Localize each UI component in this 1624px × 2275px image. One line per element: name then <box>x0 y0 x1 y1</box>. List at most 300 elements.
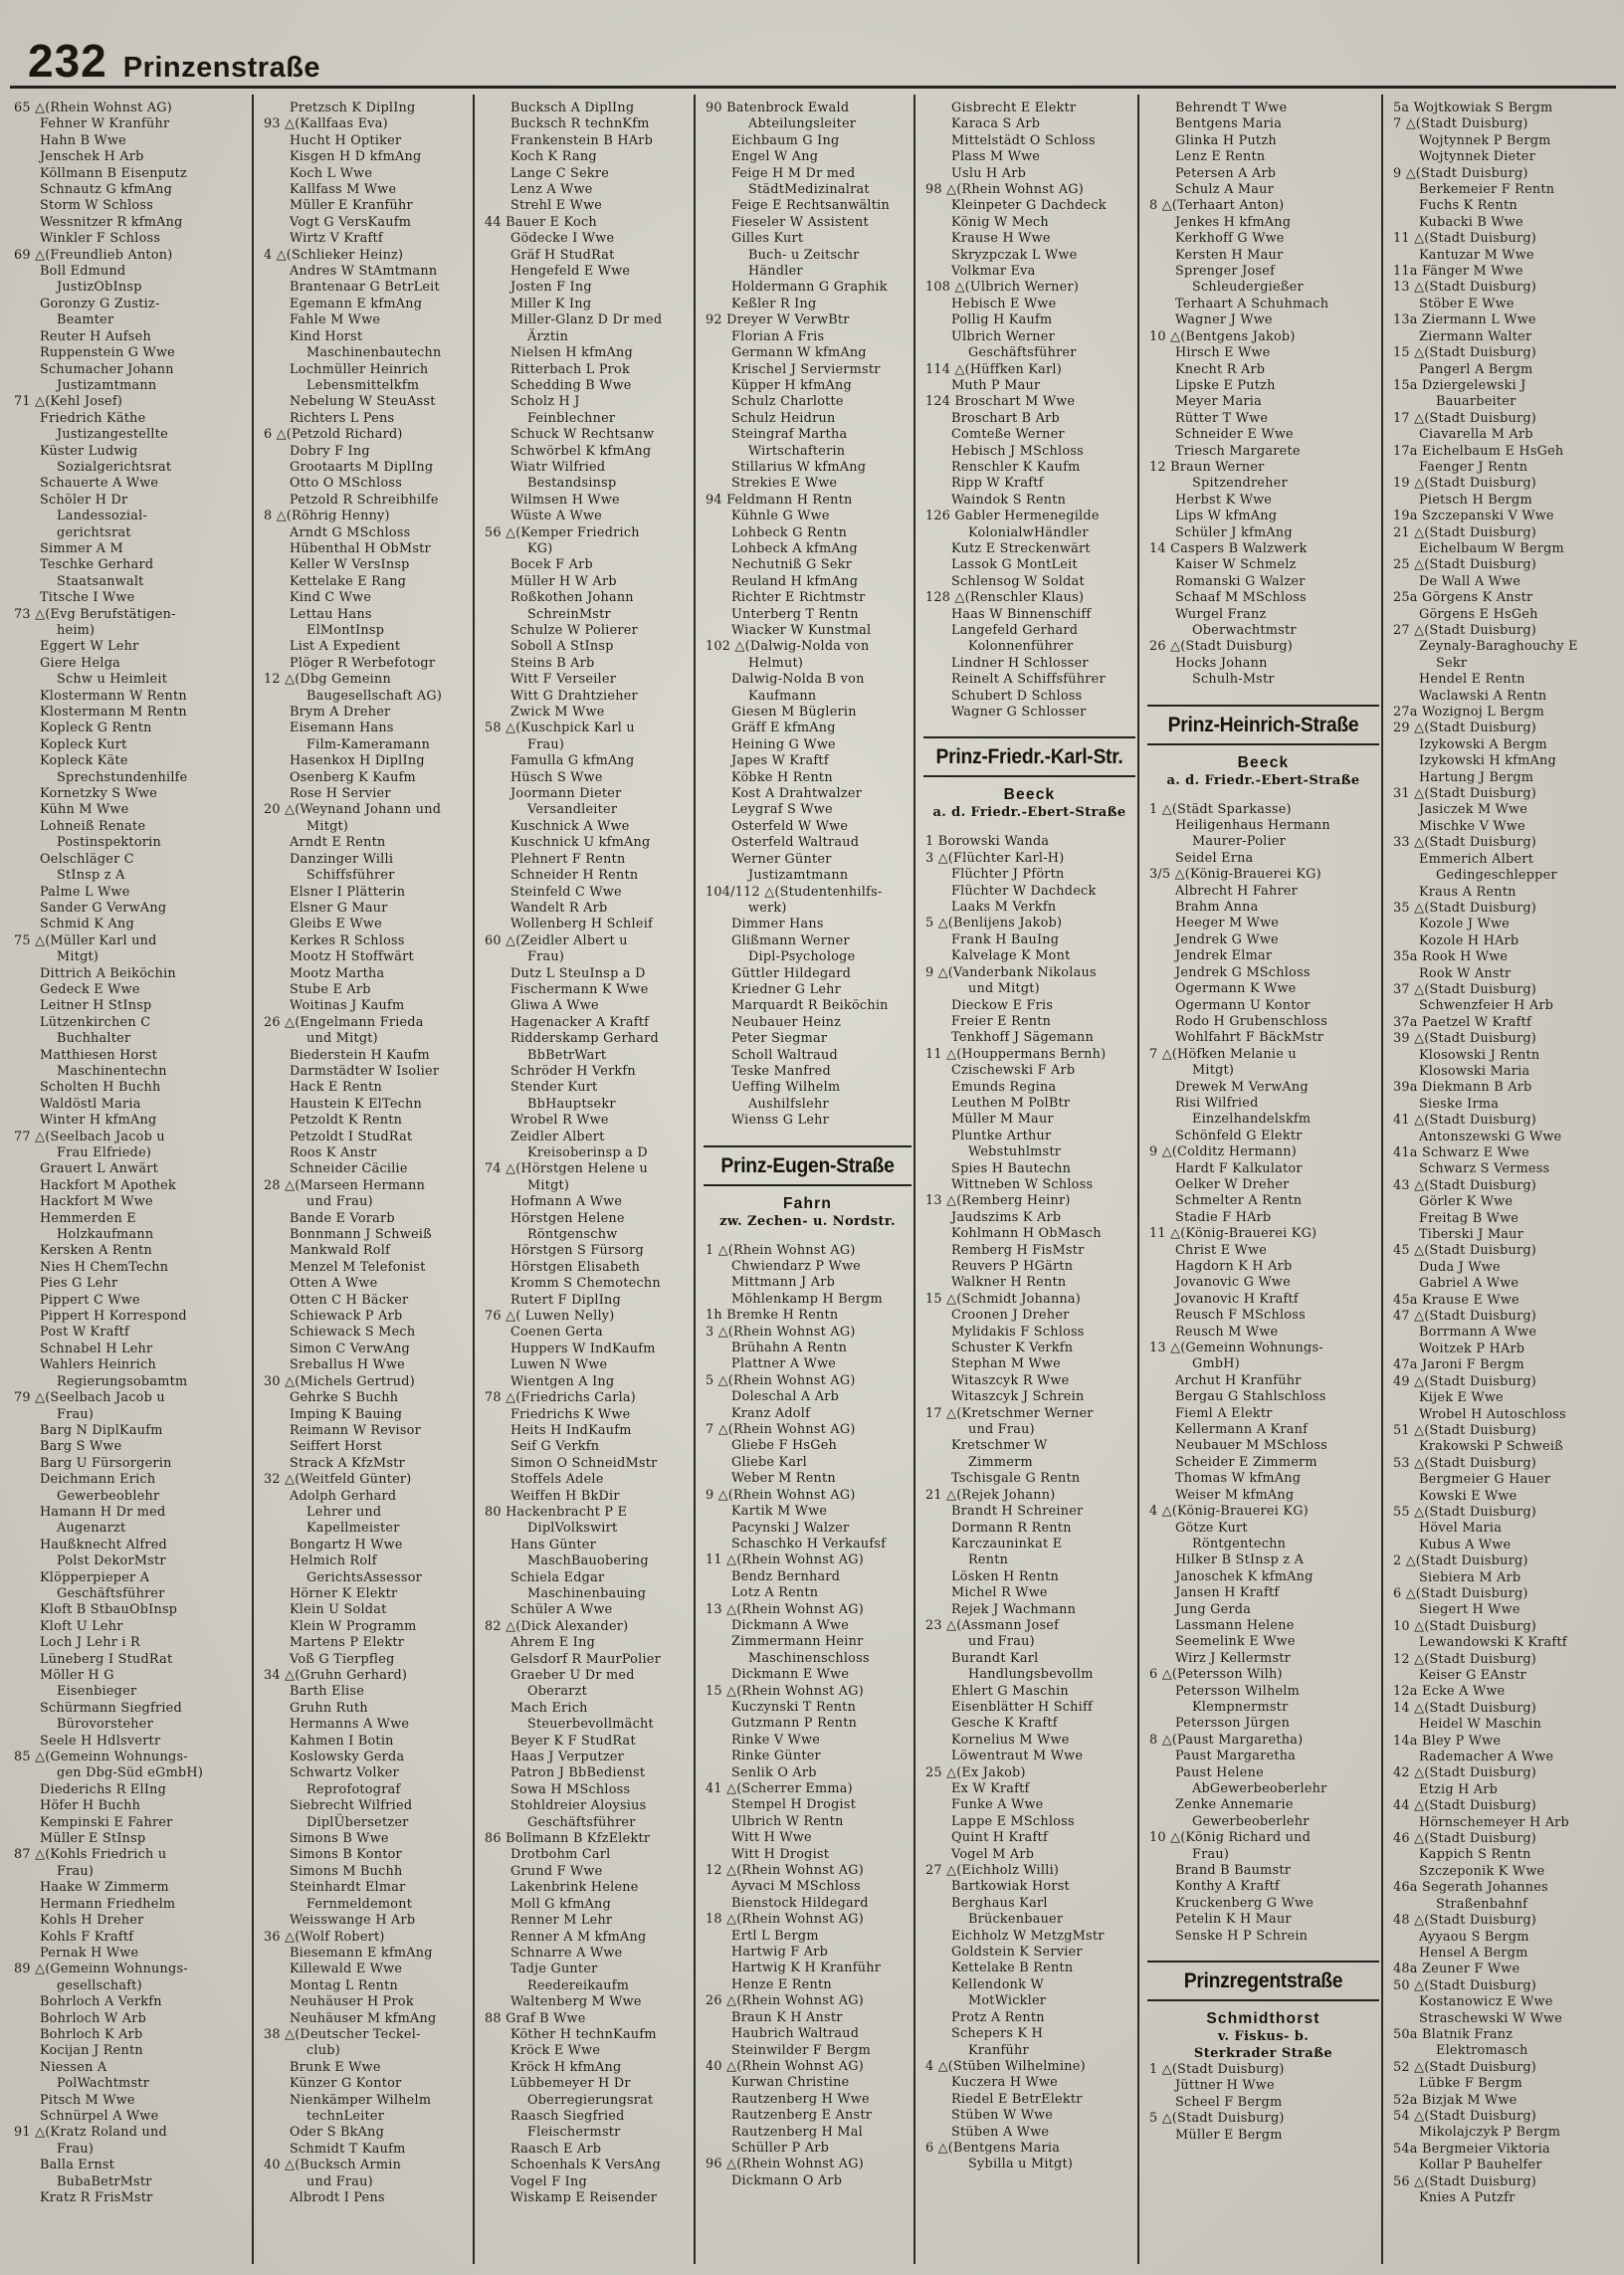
entry-line: Eichelbaum W Bergm <box>1419 540 1564 556</box>
entry-line: Hemmerden E <box>40 1210 136 1226</box>
entry-line: Pietsch H Bergm <box>1419 492 1532 508</box>
entry-continuation: Buch- u Zeitschr <box>748 247 860 263</box>
entry-continuation: Frau) <box>527 736 565 752</box>
entry-line: Klöpperpieper A <box>40 1569 150 1585</box>
entry-continuation: Zimmerm <box>968 1454 1033 1470</box>
entry-line: Christ E Wwe <box>1175 1242 1268 1258</box>
range-note: Sterkrader Straße <box>1193 2046 1333 2062</box>
entry-line: Lindner H Schlosser <box>951 655 1089 671</box>
entry-line: Berkemeier F Rentn <box>1419 182 1555 198</box>
entry-line: Gedeck E Wwe <box>40 981 140 997</box>
entry-continuation: Kapellmeister <box>306 1521 400 1537</box>
entry-continuation: Bauarbeiter <box>1436 394 1517 410</box>
entry-continuation: Bestandsinsp <box>527 476 617 492</box>
entry-line: Fahle M Wwe <box>290 312 381 328</box>
entry-line: Remberg H FisMstr <box>951 1242 1085 1258</box>
entry-line-numbered: 15 △(Rhein Wohnst AG) <box>706 1683 864 1699</box>
entry-line: Mittelstädt O Schloss <box>951 132 1096 148</box>
entry-line: Lohneiß Renate <box>40 818 146 834</box>
entry-line: Lochmüller Heinrich <box>290 361 429 377</box>
entry-line-numbered: 51 △(Stadt Duisburg) <box>1393 1422 1537 1438</box>
entry-line-numbered: 9 △(Vanderbank Nikolaus <box>925 964 1097 980</box>
entry-line-numbered: 56 △(Stadt Duisburg) <box>1393 2173 1537 2189</box>
entry-line: Schmid K Ang <box>40 917 134 932</box>
entry-line-numbered: 10 △(Stadt Duisburg) <box>1393 1618 1537 1634</box>
entry-line-numbered: 18 △(Rhein Wohnst AG) <box>706 1912 864 1928</box>
entry-line-numbered: 25 △(Ex Jakob) <box>925 1764 1026 1780</box>
entry-continuation: club) <box>306 2043 340 2059</box>
entry-line: Hübenthal H ObMstr <box>290 540 431 556</box>
street-section-heading <box>923 736 1135 777</box>
entry-line: Bartkowiak Horst <box>951 1879 1070 1895</box>
entry-line: Schwörbel K kfmAng <box>510 443 652 459</box>
entry-line: Goldstein K Servier <box>951 1945 1083 1961</box>
entry-line: Giesen M Büglerin <box>731 705 857 721</box>
entry-line: Kopleck Kurt <box>40 736 127 752</box>
entry-line: Mankwald Rolf <box>290 1243 391 1259</box>
entry-line: Fehner W Kranführ <box>40 116 170 132</box>
entry-line-numbered: 86 Bollmann B KfzElektr <box>485 1831 651 1847</box>
entry-line: Heiligenhaus Hermann <box>1175 818 1330 834</box>
entry-continuation: werk) <box>748 900 787 916</box>
entry-line: Ahrem E Ing <box>510 1635 596 1651</box>
entry-continuation: und Frau) <box>968 1634 1035 1650</box>
entry-line: List A Expedient <box>290 639 401 655</box>
entry-line-numbered: 19 △(Stadt Duisburg) <box>1393 476 1537 492</box>
entry-line: Schaschko H Verkaufsf <box>731 1536 887 1551</box>
entry-line: Strehl E Wwe <box>510 198 603 214</box>
entry-line-numbered: 23 △(Assmann Josef <box>925 1617 1060 1633</box>
entry-line: Bienstock Hildegard <box>731 1895 869 1911</box>
entry-line: Zeynaly-Baraghouchy E <box>1419 639 1578 655</box>
entry-line: Killewald E Wwe <box>290 1962 403 1977</box>
entry-line: Lübbemeyer H Dr <box>510 2076 631 2092</box>
entry-line: Lassmann Helene <box>1175 1617 1295 1633</box>
entry-line: Pollig H Kaufm <box>951 312 1053 328</box>
entry-line: Simons B Kontor <box>290 1847 402 1863</box>
entry-line-numbered: 7 △(Stadt Duisburg) <box>1393 116 1528 132</box>
entry-line: Teschke Gerhard <box>40 557 154 573</box>
entry-line-numbered: 8 △(Paust Margaretha) <box>1149 1732 1304 1748</box>
entry-line-numbered: 40 △(Bucksch Armin <box>264 2158 402 2173</box>
entry-line: Kettelake E Rang <box>290 573 407 589</box>
entry-continuation: SchreinMstr <box>527 606 611 622</box>
entry-line: Izykowski A Bergm <box>1419 736 1547 752</box>
entry-line: Möller H G <box>40 1668 114 1683</box>
entry-line: Jüttner H Wwe <box>1175 2078 1275 2094</box>
entry-line: Senske H P Schrein <box>1175 1928 1309 1944</box>
entry-line: Jendrek G MSchloss <box>1175 964 1311 980</box>
entry-line-numbered: 31 △(Stadt Duisburg) <box>1393 786 1537 802</box>
entry-line: Rautzenberg H Mal <box>731 2124 863 2140</box>
entry-line: Friedrich Käthe <box>40 410 146 426</box>
entry-line: Gleibs E Wwe <box>290 917 382 932</box>
entry-continuation: Postinspektorin <box>57 835 161 851</box>
entry-line: Hörner K Elektr <box>290 1585 398 1601</box>
entry-line: Pluntke Arthur <box>951 1128 1052 1143</box>
entry-line: Kostanowicz E Wwe <box>1419 1994 1553 2010</box>
entry-line-numbered: 80 Hackenbracht P E <box>485 1504 628 1520</box>
entry-line: Höfer H Buchh <box>40 1798 141 1814</box>
entry-continuation: StädtMedizinalrat <box>748 182 870 198</box>
entry-line: Hagenacker A Kraftf <box>510 1014 650 1030</box>
entry-line-numbered: 50 △(Stadt Duisburg) <box>1393 1977 1537 1993</box>
entry-line: Kraus A Rentn <box>1419 884 1517 900</box>
entry-line: Raasch Siegfried <box>510 2108 625 2124</box>
entry-line: Wiacker W Kunstmal <box>731 623 872 638</box>
entry-line: Witt H Wwe <box>731 1830 812 1846</box>
entry-line: Kettelake B Rentn <box>951 1961 1074 1976</box>
entry-continuation: Kreisoberinsp a D <box>527 1145 648 1160</box>
entry-line: Hack E Rentn <box>290 1080 383 1096</box>
entry-line-numbered: 85 △(Gemeinn Wohnungs- <box>14 1750 188 1765</box>
entry-line: Kartik M Wwe <box>731 1504 828 1520</box>
entry-continuation: Feinblechner <box>527 410 616 426</box>
entry-line: Köllmann B Eisenputz <box>40 165 188 181</box>
entry-line: Kocijan J Rentn <box>40 2043 143 2059</box>
entry-continuation: Versandleiter <box>527 802 618 818</box>
entry-continuation: gerichtsrat <box>57 524 131 540</box>
entry-line: Bergmeier G Hauer <box>1419 1472 1551 1488</box>
entry-line: Wiatr Wilfried <box>510 459 606 475</box>
entry-continuation: Eisenbieger <box>57 1684 137 1700</box>
entry-line: Petzold R Schreibhilfe <box>290 492 439 508</box>
entry-line: Kisgen H D kfmAng <box>290 149 422 165</box>
entry-line: Stempel H Drogist <box>731 1797 857 1813</box>
entry-line: Eisenblätter H Schiff <box>951 1699 1093 1715</box>
entry-line: Martens P Elektr <box>290 1635 405 1651</box>
entry-line: Leygraf S Wwe <box>731 802 833 818</box>
entry-line: Fieml A Elektr <box>1175 1405 1273 1421</box>
entry-line: Schöler H Dr <box>40 492 128 508</box>
entry-line: De Wall A Wwe <box>1419 573 1522 589</box>
entry-continuation: Fleischermstr <box>527 2125 621 2141</box>
entry-line: Schwartz Volker <box>290 1765 399 1781</box>
entry-line: Barg U Fürsorgerin <box>40 1455 172 1471</box>
entry-line-numbered: 5 △(Benlijens Jakob) <box>925 916 1063 931</box>
entry-line: Tadje Gunter <box>510 1962 598 1977</box>
entry-line: Teske Manfred <box>731 1063 831 1079</box>
entry-line-numbered: 8 △(Terhaart Anton) <box>1149 198 1285 214</box>
entry-line: Croonen J Dreher <box>951 1308 1070 1324</box>
entry-continuation: KolonialwHändler <box>968 524 1089 540</box>
entry-line: Sreballus H Wwe <box>290 1357 405 1373</box>
entry-line-numbered: 34 △(Gruhn Gerhard) <box>264 1668 408 1683</box>
entry-line: Karaca S Arb <box>951 116 1041 132</box>
entry-continuation: und Frau) <box>306 2173 373 2189</box>
entry-line: Nies H ChemTechn <box>40 1259 169 1275</box>
entry-continuation: Justizamtmann <box>57 377 157 393</box>
entry-line: Janoschek K kfmAng <box>1175 1568 1314 1584</box>
entry-continuation: MaschBauobering <box>527 1553 649 1569</box>
entry-line: Leitner H StInsp <box>40 998 152 1014</box>
entry-line: Weiser M kfmAng <box>1175 1487 1295 1503</box>
entry-line: Patron J BbBedienst <box>510 1765 646 1781</box>
entry-line: Dickmann O Arb <box>731 2172 843 2188</box>
entry-line: Reuland H kfmAng <box>731 573 859 589</box>
entry-line: Lohbeck A kfmAng <box>731 540 858 556</box>
entry-line-numbered: 102 △(Dalwig-Nolda von <box>706 639 870 655</box>
entry-line: Lösken H Rentn <box>951 1568 1059 1584</box>
entry-line: Müller E StInsp <box>40 1831 146 1847</box>
entry-continuation: Gewerbeoberlehr <box>1192 1813 1310 1829</box>
entry-line: Huppers W IndKaufm <box>510 1341 656 1356</box>
entry-line: Kriedner G Lehr <box>731 981 842 997</box>
entry-line: Palme L Wwe <box>40 884 130 900</box>
entry-line-numbered: 15 △(Stadt Duisburg) <box>1393 345 1537 361</box>
entry-line-numbered: 50a Blatnik Franz <box>1393 2026 1514 2042</box>
street-section-heading <box>1147 1961 1379 2001</box>
entry-line: Henze E Rentn <box>731 1976 832 1992</box>
entry-line: Glißmann Werner <box>731 932 850 948</box>
entry-line: Hörnschemeyer H Arb <box>1419 1814 1569 1830</box>
entry-line: Nielsen H kfmAng <box>510 345 633 361</box>
entry-line: Ex W Kraftf <box>951 1781 1030 1796</box>
entry-line: Petersen A Arb <box>1175 165 1277 181</box>
entry-line: Biesemann E kfmAng <box>290 1945 433 1961</box>
entry-line-numbered: 1 Borowski Wanda <box>925 834 1050 850</box>
entry-line: Waindok S Rentn <box>951 492 1067 508</box>
entry-line-numbered: 26 △(Stadt Duisburg) <box>1149 639 1294 655</box>
entry-line: Germann W kfmAng <box>731 345 867 361</box>
entry-line: Waclawski A Rentn <box>1419 688 1547 704</box>
entry-line: Helmich Rolf <box>290 1553 377 1569</box>
entry-line-numbered: 10 △(Bentgens Jakob) <box>1149 328 1296 344</box>
entry-line: Klein W Programm <box>290 1618 417 1634</box>
entry-line: Elsner I Plätterin <box>290 884 406 900</box>
column-3 <box>473 95 694 2264</box>
range-note: a. d. Friedr.-Ebert-Straße <box>1166 772 1360 788</box>
entry-line: Thomas W kfmAng <box>1175 1471 1302 1487</box>
entry-line: Archut H Kranführ <box>1175 1372 1302 1388</box>
entry-line: Behrendt T Wwe <box>1175 101 1288 115</box>
entry-line: Richters L Pens <box>290 410 395 426</box>
entry-line-numbered: 73 △(Evg Berufstätigen- <box>14 606 176 622</box>
entry-line: Kühnle G Wwe <box>731 509 830 524</box>
entry-line: Witaszcyk J Schrein <box>951 1389 1085 1405</box>
entry-continuation: Frau) <box>57 1863 95 1879</box>
entry-line-numbered: 1 △(Stadt Duisburg) <box>1149 2062 1285 2078</box>
entry-line: Kratz R FrisMstr <box>40 2190 153 2205</box>
entry-line-numbered: 1h Bremke H Rentn <box>706 1308 839 1324</box>
entry-line: Müller E Bergm <box>1175 2127 1283 2143</box>
entry-line: Ulbrich W Rentn <box>731 1813 844 1829</box>
entry-line: Tiberski J Maur <box>1419 1227 1524 1243</box>
entry-line: Broschart B Arb <box>951 410 1060 426</box>
entry-line: Schnautz G kfmAng <box>40 182 173 198</box>
entry-continuation: Maurer-Polier <box>1192 834 1287 850</box>
entry-line: Boll Edmund <box>40 264 126 280</box>
entry-line: Beyer K F StudRat <box>510 1733 636 1749</box>
entry-line-numbered: 58 △(Kuschpick Karl u <box>485 721 635 736</box>
entry-line: Rook W Anstr <box>1419 965 1512 981</box>
spacer <box>702 1230 914 1243</box>
entry-continuation: und Mitgt) <box>968 981 1040 997</box>
entry-line: Hackfort M Apothek <box>40 1177 176 1193</box>
entry-line: Schulz Heidrun <box>731 410 836 426</box>
entry-line: Dickmann E Wwe <box>731 1667 850 1683</box>
entry-continuation: Helmut) <box>748 655 804 671</box>
entry-line: Lewandowski K Kraftf <box>1419 1635 1567 1651</box>
entry-line: Kozole J Wwe <box>1419 917 1510 932</box>
entry-line: Mootz Martha <box>290 965 385 981</box>
entry-continuation: JustizObInsp <box>57 280 142 296</box>
entry-line: Dimmer Hans <box>731 917 824 932</box>
entry-line: Müller M Maur <box>951 1112 1054 1128</box>
entry-continuation: KG) <box>527 540 553 556</box>
entry-line: Matthiesen Horst <box>40 1047 158 1063</box>
entry-line-numbered: 11 △(Houppermans Bernh) <box>925 1046 1107 1062</box>
entry-line: Witt G Drahtzieher <box>510 688 638 704</box>
entry-line: Schaaf M MSchloss <box>1175 590 1307 606</box>
entry-line: Nechutniß G Sekr <box>731 557 853 573</box>
entry-continuation: Kranführ <box>968 2042 1029 2058</box>
entry-line: Schiewack P Arb <box>290 1309 403 1325</box>
entry-line-numbered: 4 △(König-Brauerei KG) <box>1149 1504 1309 1520</box>
entry-continuation: Lehrer und <box>306 1504 382 1520</box>
entry-line: Brantenaar G BetrLeit <box>290 280 440 296</box>
entry-line: Stillarius W kfmAng <box>731 459 867 475</box>
entry-line: Fischermann K Wwe <box>510 981 649 997</box>
entry-line: Kind C Wwe <box>290 590 372 606</box>
entry-line-numbered: 7 △(Rhein Wohnst AG) <box>706 1422 856 1438</box>
entry-line: Unterberg T Rentn <box>731 606 859 622</box>
entry-line: Köbke H Rentn <box>731 769 833 785</box>
entry-line: Schlensog W Soldat <box>951 573 1085 589</box>
entry-line-numbered: 41a Schwarz E Wwe <box>1393 1145 1530 1160</box>
entry-line-numbered: 30 △(Michels Gertrud) <box>264 1373 415 1389</box>
entry-line-numbered: 96 △(Rhein Wohnst AG) <box>706 2157 864 2172</box>
entry-line: Oder S BkAng <box>290 2125 385 2141</box>
entry-line: Steingraf Martha <box>731 427 848 443</box>
entry-line: Eggert W Lehr <box>40 639 139 655</box>
entry-line: Güttler Hildegard <box>731 965 852 981</box>
entry-line: Klein U Soldat <box>290 1602 387 1618</box>
entry-line-numbered: 47 △(Stadt Duisburg) <box>1393 1309 1537 1325</box>
entry-line: Kahmen I Botin <box>290 1733 394 1749</box>
entry-line: Voß G Tierpfleg <box>290 1651 395 1667</box>
entry-line: Langefeld Gerhard <box>951 623 1079 638</box>
entry-line: Kutz E Streckenwärt <box>951 540 1091 556</box>
entry-line: Florian A Fris <box>731 328 825 344</box>
entry-line-numbered: 39a Diekmann B Arb <box>1393 1080 1532 1096</box>
entry-line: Haake W Zimmerm <box>40 1880 169 1896</box>
entry-line: Osterfeld Waltraud <box>731 835 860 851</box>
entry-line: Schiewack S Mech <box>290 1325 416 1341</box>
entry-line: Triesch Margarete <box>1175 443 1301 459</box>
entry-line: Titsche I Wwe <box>40 590 135 606</box>
entry-line: Lange C Sekre <box>510 165 610 181</box>
entry-line: Rose H Servier <box>290 786 391 802</box>
entry-line: Kurwan Christine <box>731 2075 850 2091</box>
entry-line: Ayvaci M MSchloss <box>731 1879 861 1895</box>
entry-line-numbered: 32 △(Weitfeld Günter) <box>264 1472 412 1488</box>
entry-line-numbered: 17 △(Kretschmer Werner <box>925 1405 1094 1421</box>
entry-continuation: Frau) <box>57 1406 95 1422</box>
entry-line: Paust Margaretha <box>1175 1749 1297 1764</box>
entry-line-numbered: 19a Szczepanski V Wwe <box>1393 509 1554 524</box>
entry-line: Pangerl A Bergm <box>1419 361 1533 377</box>
entry-line: Bocek F Arb <box>510 557 593 573</box>
entry-line: Paust Helene <box>1175 1764 1264 1780</box>
entry-line: Vogt G VersKaufm <box>290 214 412 230</box>
entry-line: Rutert F DiplIng <box>510 1292 621 1308</box>
entry-line: Seiffert Horst <box>290 1439 382 1455</box>
entry-line: König W Mech <box>951 214 1049 230</box>
entry-line: Pippert C Wwe <box>40 1292 140 1308</box>
entry-line: Stube E Arb <box>290 981 371 997</box>
entry-line: Sander G VerwAng <box>40 900 167 916</box>
entry-continuation: AbGewerbeoberlehr <box>1192 1781 1327 1796</box>
entry-line-numbered: 11 △(Rhein Wohnst AG) <box>706 1552 864 1568</box>
entry-line: Krischel J Serviermstr <box>731 361 881 377</box>
entry-line: Jaudszims K Arb <box>951 1209 1062 1225</box>
entry-line: Schiela Edgar <box>510 1569 605 1585</box>
entry-line: Walkner H Rentn <box>951 1275 1067 1291</box>
district-subheading: Beeck <box>1003 786 1056 804</box>
entry-line: Gödecke I Wwe <box>510 231 615 247</box>
entry-line: Steins B Arb <box>510 655 595 671</box>
entry-line: Adolph Gerhard <box>290 1488 397 1504</box>
entry-line-numbered: 47a Jaroni F Bergm <box>1393 1357 1524 1373</box>
entry-line: Keiser G EAnstr <box>1419 1668 1526 1683</box>
header-rule <box>10 86 1616 89</box>
entry-line-numbered: 54a Bergmeier Viktoria <box>1393 2141 1550 2157</box>
entry-line: Schuck W Rechtsanw <box>510 427 655 443</box>
entry-line: Jendrek Elmar <box>1175 948 1273 964</box>
entry-continuation: Mitgt) <box>1192 1063 1235 1079</box>
entry-line: Wrobel R Wwe <box>510 1113 609 1129</box>
entry-line: Michel R Wwe <box>951 1585 1048 1601</box>
entry-line: Scheider E Zimmerm <box>1175 1454 1318 1470</box>
entry-continuation: Kolonnenführer <box>968 639 1074 655</box>
entry-line: Raasch E Arb <box>510 2141 602 2157</box>
entry-line: Schuster K Verkfn <box>951 1341 1074 1356</box>
entry-line: Funke A Wwe <box>951 1797 1044 1813</box>
entry-line: Storm W Schloss <box>40 198 154 214</box>
entry-line: Straschewski W Wwe <box>1419 2010 1563 2026</box>
entry-continuation: Reedereikaufm <box>527 1977 630 1993</box>
entry-line: Schauerte A Wwe <box>40 476 159 492</box>
entry-line: Kersten H Maur <box>1175 247 1284 263</box>
entry-line: Arndt E Rentn <box>290 835 386 851</box>
entry-line: Hirsch E Wwe <box>1175 345 1271 361</box>
entry-line-numbered: 46a Segerath Johannes <box>1393 1880 1548 1896</box>
entry-line: Post W Kraftf <box>40 1325 129 1341</box>
entry-line: Kerkhoff G Wwe <box>1175 231 1285 247</box>
entry-line: Kellermann A Kranf <box>1175 1422 1309 1438</box>
entry-line: Woitinas J Kaufm <box>290 998 405 1014</box>
entry-line: Leuthen M PolBtr <box>951 1095 1071 1111</box>
entry-continuation: Sozialgerichtsrat <box>57 459 172 475</box>
entry-line: Wilmsen H Wwe <box>510 492 620 508</box>
entry-line: Petersson Jürgen <box>1175 1716 1291 1732</box>
entry-line: Barg N DiplKaufm <box>40 1422 163 1438</box>
entry-line: Loch J Lehr i R <box>40 1635 140 1651</box>
entry-line: Löwentraut M Wwe <box>951 1749 1084 1764</box>
entry-line-numbered: 56 △(Kemper Friedrich <box>485 524 640 540</box>
entry-line: Ciavarella M Arb <box>1419 427 1533 443</box>
entry-line: Simons B Wwe <box>290 1831 389 1847</box>
entry-line: Wohlfahrt F BäckMstr <box>1175 1030 1324 1046</box>
entry-line-numbered: 12a Ecke A Wwe <box>1393 1684 1506 1700</box>
range-note: v. Fiskus- b. <box>1217 2029 1310 2045</box>
entry-line-numbered: 9 △(Rhein Wohnst AG) <box>706 1487 856 1503</box>
entry-line: Hermann Friedhelm <box>40 1896 176 1912</box>
entry-line: Otto O MSchloss <box>290 476 403 492</box>
entry-line: Schepers K H <box>951 2026 1044 2042</box>
entry-line: Schürmann Siegfried <box>40 1700 182 1716</box>
